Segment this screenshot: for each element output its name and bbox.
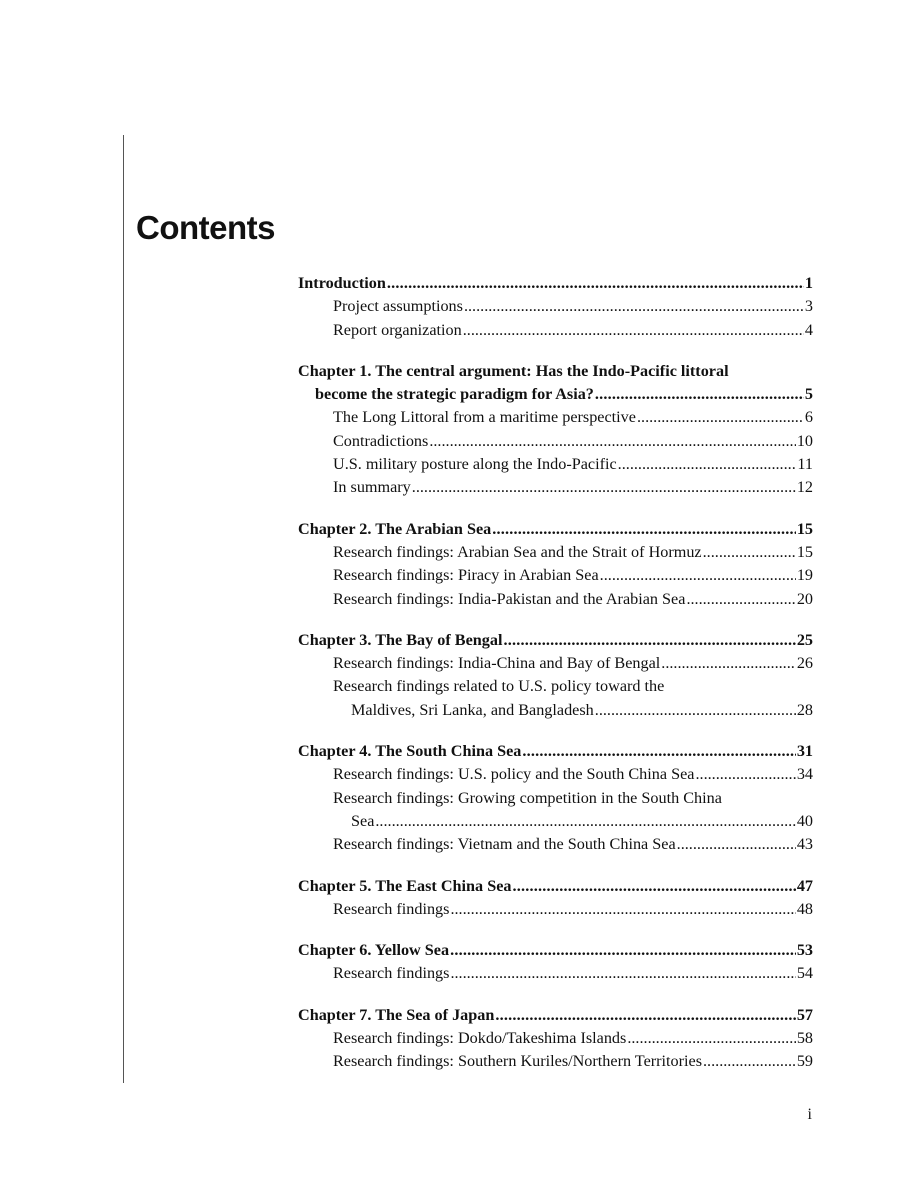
toc-subentry-page: 6 — [804, 408, 813, 427]
toc-subentry-page: 40 — [796, 811, 813, 830]
dot-leader — [495, 1004, 795, 1027]
dot-leader — [492, 518, 796, 541]
toc-subentry-title: Research findings: India-Pakistan and the Arabian Sea — [333, 589, 686, 608]
toc-entry-title: become the strategic paradigm for Asia? — [315, 385, 594, 404]
toc-subentry-title: Research findings: India-China and Bay of Bengal — [333, 654, 661, 673]
toc-subentry-title: Maldives, Sri Lanka, and Bangladesh — [351, 700, 594, 719]
toc-subentry-title: Research findings: Piracy in Arabian Sea — [333, 566, 599, 585]
toc-subentry[interactable] — [298, 810, 813, 833]
toc-subentry[interactable] — [298, 430, 813, 453]
toc-entry-title: Chapter 4. The South China Sea — [298, 742, 522, 761]
toc-subentry-title: U.S. military posture along the Indo-Pacific — [333, 455, 617, 474]
toc-entry-page: 31 — [796, 742, 813, 761]
toc-subentry-title: Contradictions — [333, 431, 429, 450]
dot-leader — [512, 875, 795, 898]
toc-subentry[interactable] — [298, 1050, 813, 1073]
page-title: Contents — [136, 209, 275, 246]
toc-subentry-page: 26 — [796, 654, 813, 673]
toc-entry-title: Chapter 5. The East China Sea — [298, 876, 512, 895]
toc-subentry-title: Research findings: Vietnam and the South China Sea — [333, 835, 676, 854]
toc-entry-title: Introduction — [298, 274, 386, 292]
toc-subentry-page: 10 — [796, 431, 813, 450]
toc-subentry-title: The Long Littoral from a maritime perspective — [333, 408, 636, 427]
toc-subentry-title: Research findings: Southern Kuriles/Northern Territories — [333, 1052, 702, 1071]
toc-subentry-page: 11 — [797, 455, 813, 474]
dot-leader — [703, 1050, 796, 1073]
toc-subentry-title: Project assumptions — [333, 297, 463, 316]
toc-subentry[interactable] — [298, 476, 813, 499]
toc-subentry-title: Sea — [351, 811, 375, 830]
toc-subentry[interactable] — [298, 1027, 813, 1050]
toc-subentry-page: 19 — [796, 566, 813, 585]
toc-entry-chapter-4[interactable] — [298, 740, 813, 763]
toc-subentry[interactable] — [298, 541, 813, 564]
toc-entry-chapter-7[interactable] — [298, 1004, 813, 1027]
toc-subentry[interactable] — [298, 898, 813, 921]
toc-entry-chapter-3[interactable] — [298, 629, 813, 652]
toc-subentry-page: 59 — [796, 1052, 813, 1071]
dot-leader — [450, 939, 796, 962]
toc-subentry-title: Research findings: Arabian Sea and the Strait of Hormuz — [333, 542, 702, 561]
toc-entry-title: Chapter 7. The Sea of Japan — [298, 1005, 495, 1024]
toc-subentry-line-1[interactable]: Research findings related to U.S. policy toward the — [333, 677, 665, 696]
dot-leader — [463, 319, 804, 342]
dot-leader — [686, 588, 795, 611]
toc-entry-page: 25 — [796, 630, 813, 649]
toc-entry-introduction[interactable] — [298, 272, 813, 295]
dot-leader — [429, 430, 795, 453]
toc-entry-chapter-1[interactable] — [298, 383, 813, 406]
margin-rule — [123, 135, 124, 1083]
toc-entry-page: 5 — [804, 385, 813, 404]
toc-entry-chapter-2[interactable] — [298, 518, 813, 541]
toc-subentry-page: 12 — [796, 478, 813, 497]
dot-leader — [661, 652, 796, 675]
toc-subentry[interactable] — [298, 406, 813, 429]
dot-leader — [703, 541, 796, 564]
toc-subentry-page: 43 — [796, 835, 813, 854]
toc-entry-title: Chapter 2. The Arabian Sea — [298, 519, 492, 538]
toc-entry-chapter-1-line-1[interactable]: Chapter 1. The central argument: Has the Indo-Pacific littoral — [298, 361, 729, 380]
dot-leader — [412, 476, 796, 499]
dot-leader — [677, 833, 796, 856]
toc-entry-chapter-5[interactable] — [298, 875, 813, 898]
dot-leader — [503, 629, 795, 652]
toc-subentry[interactable] — [298, 833, 813, 856]
toc-subentry-title: Research findings — [333, 899, 450, 918]
dot-leader — [595, 383, 804, 406]
toc-entry-title: Chapter 3. The Bay of Bengal — [298, 630, 503, 649]
dot-leader — [375, 810, 795, 833]
dot-leader — [464, 295, 804, 318]
toc-subentry-title: Report organization — [333, 320, 462, 339]
toc-subentry[interactable] — [298, 699, 813, 722]
toc-subentry-title: Research findings — [333, 964, 450, 983]
toc-subentry-page: 15 — [796, 542, 813, 561]
toc-entry-chapter-6[interactable] — [298, 939, 813, 962]
toc-subentry-page: 54 — [796, 964, 813, 983]
toc-entry-page: 53 — [796, 941, 813, 960]
toc-subentry-title: Research findings: U.S. policy and the South China Sea — [333, 765, 695, 784]
toc-subentry[interactable] — [298, 564, 813, 587]
dot-leader — [387, 272, 804, 295]
table-of-contents — [298, 272, 813, 1074]
toc-subentry[interactable] — [298, 319, 813, 342]
dot-leader — [695, 763, 795, 786]
dot-leader — [522, 740, 795, 763]
dot-leader — [450, 898, 795, 921]
toc-subentry-page: 28 — [796, 700, 813, 719]
toc-entry-page: 15 — [796, 519, 813, 538]
dot-leader — [637, 406, 804, 429]
dot-leader — [600, 564, 796, 587]
toc-entry-page: 57 — [796, 1005, 813, 1024]
toc-subentry[interactable] — [298, 588, 813, 611]
toc-subentry-title: In summary — [333, 478, 411, 497]
toc-entry-page: 47 — [796, 876, 813, 895]
toc-subentry[interactable] — [298, 962, 813, 985]
toc-subentry-page: 58 — [796, 1029, 813, 1048]
toc-subentry[interactable] — [298, 763, 813, 786]
dot-leader — [450, 962, 795, 985]
toc-subentry-title: Research findings: Dokdo/Takeshima Islands — [333, 1029, 627, 1048]
toc-subentry-page: 4 — [804, 320, 813, 339]
toc-subentry-page: 20 — [796, 589, 813, 608]
toc-subentry-page: 34 — [796, 765, 813, 784]
toc-subentry-page: 48 — [796, 899, 813, 918]
dot-leader — [627, 1027, 795, 1050]
toc-subentry-line-1[interactable]: Research findings: Growing competition in the South China — [333, 788, 722, 807]
page-number: i — [807, 1106, 812, 1123]
toc-subentry[interactable] — [298, 295, 813, 318]
dot-leader — [595, 699, 796, 722]
toc-subentry-page: 3 — [804, 297, 813, 316]
toc-entry-title: Chapter 6. Yellow Sea — [298, 941, 450, 960]
toc-subentry[interactable] — [298, 453, 813, 476]
toc-subentry[interactable] — [298, 652, 813, 675]
toc-entry-page: 1 — [804, 274, 813, 292]
dot-leader — [618, 453, 797, 476]
